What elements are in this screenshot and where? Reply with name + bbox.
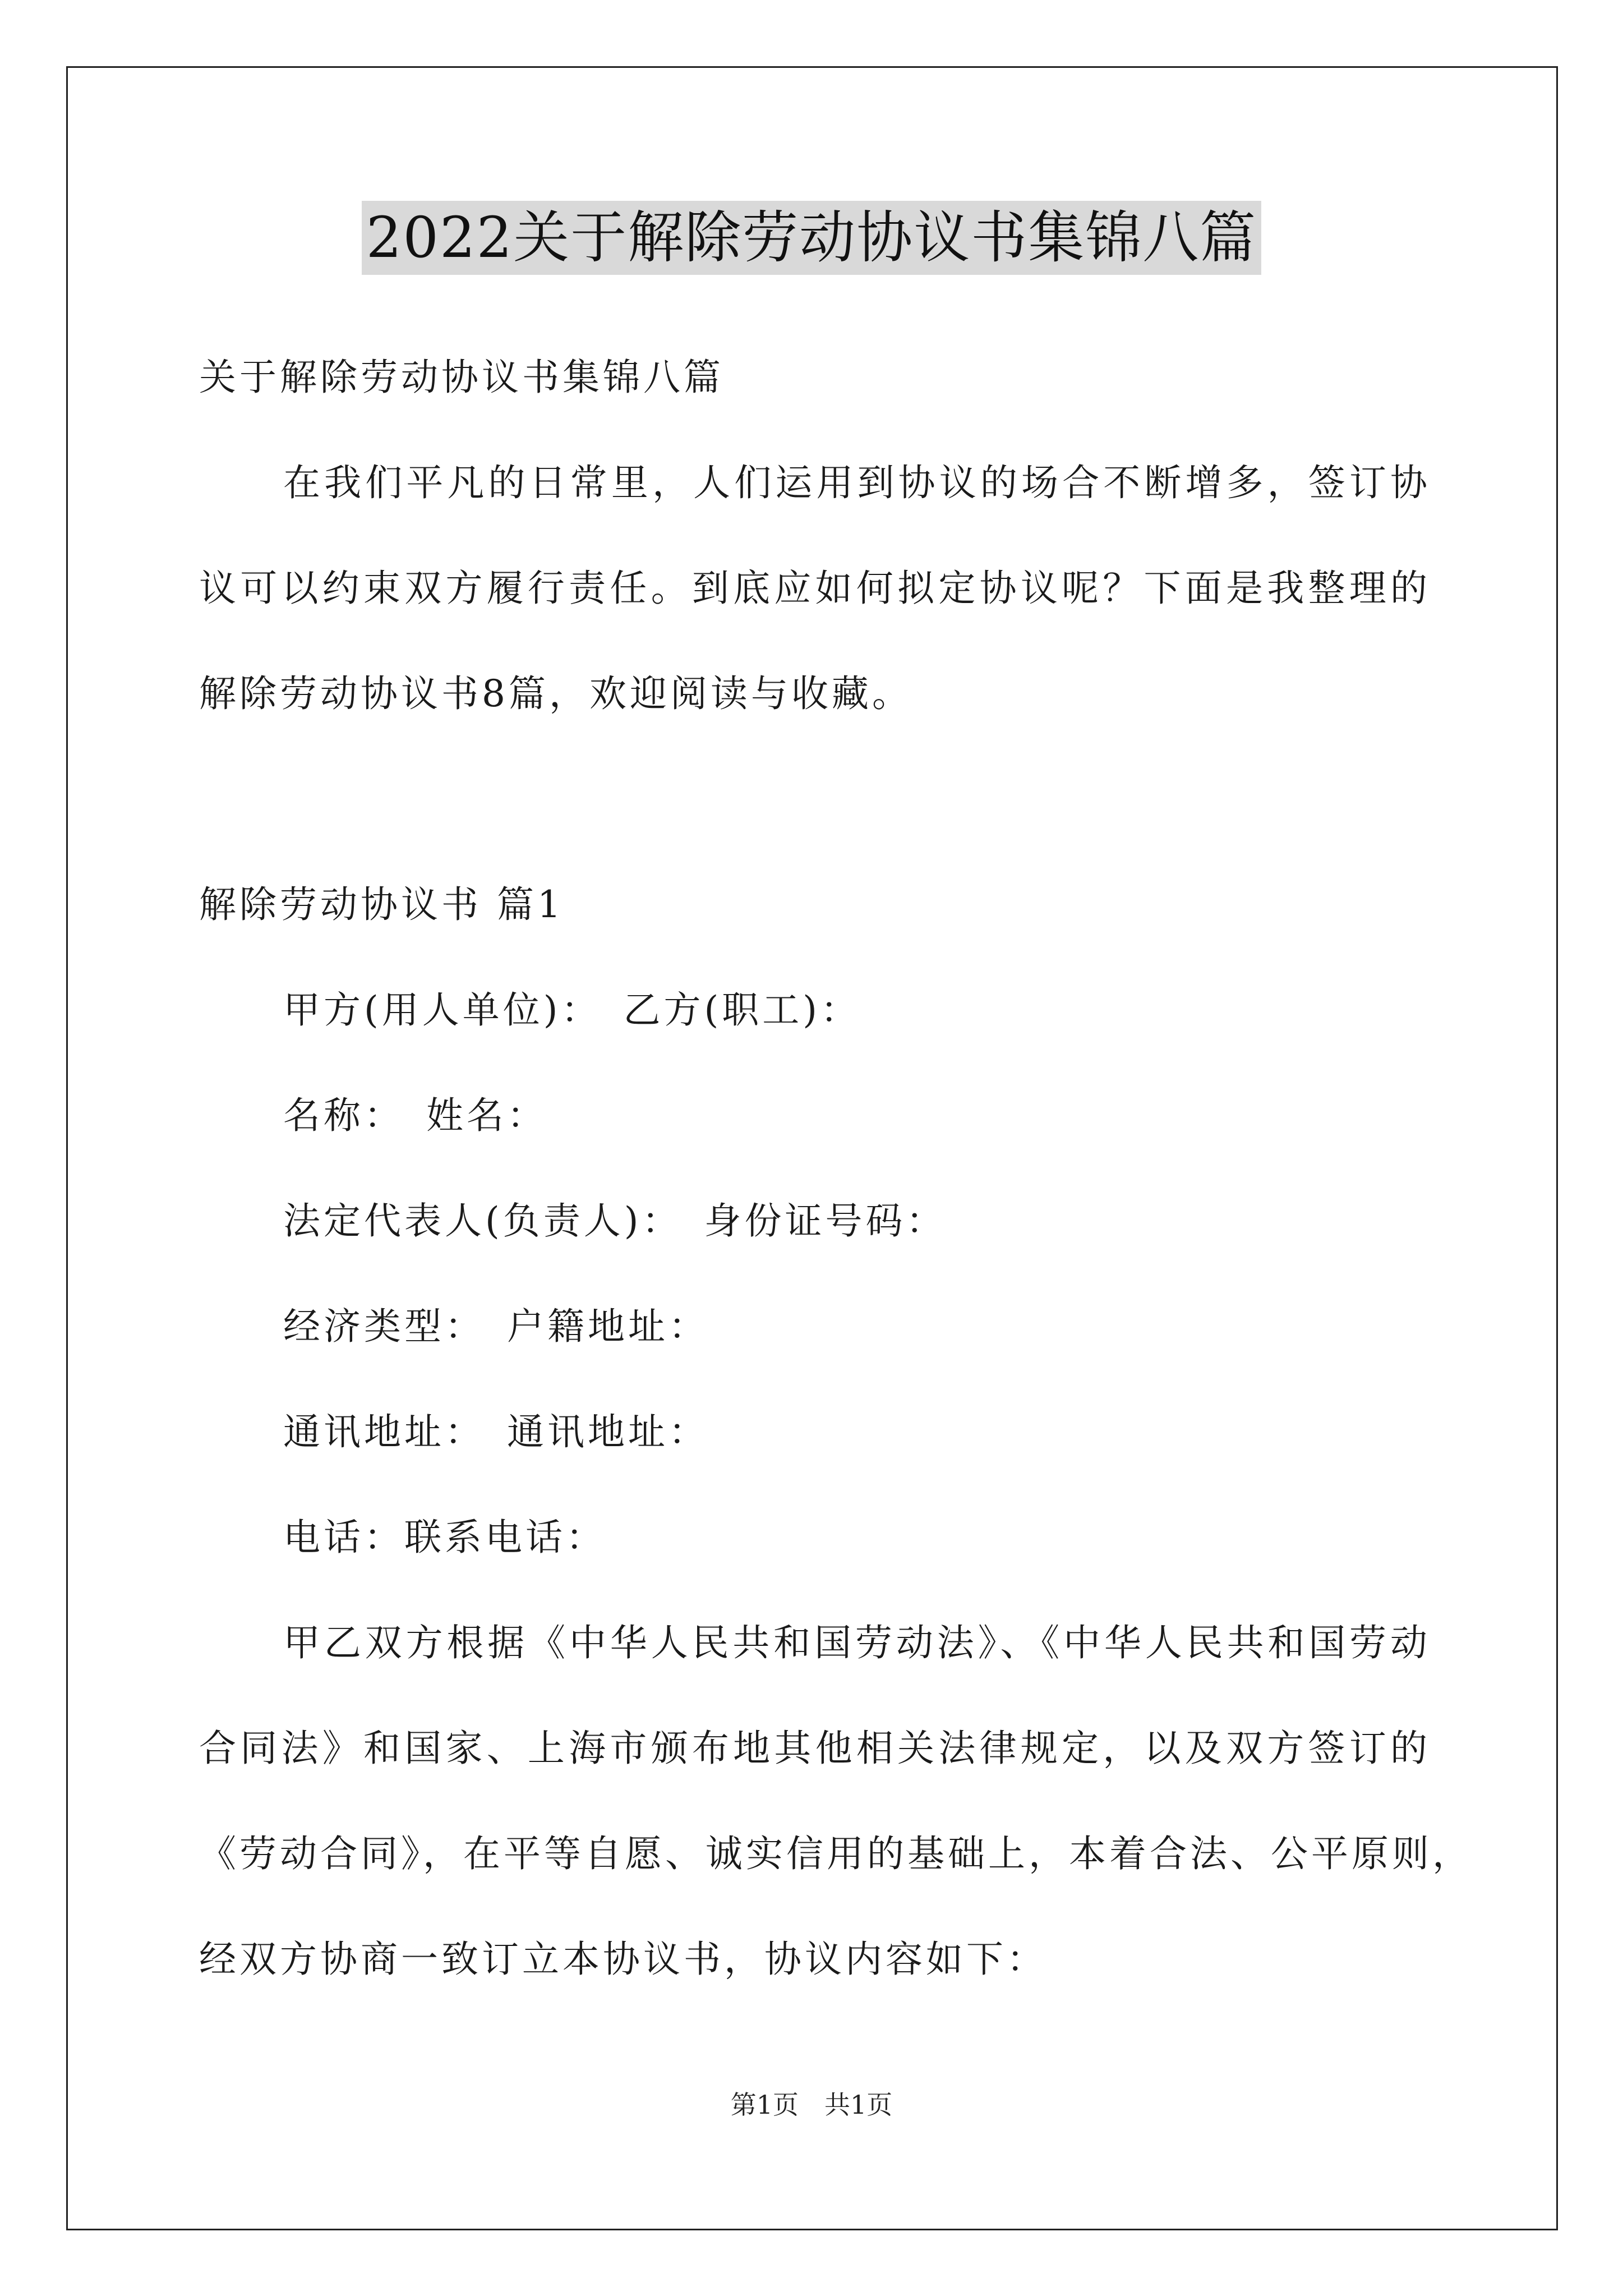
body-line: 《劳动合同》，在平等自愿、诚实信用的基础上，本着合法、公平原则， bbox=[199, 1832, 1473, 1875]
page-footer: 第1页 共1页 bbox=[730, 2090, 893, 2120]
field-line: 法定代表人(负责人)： 身份证号码： bbox=[283, 1199, 947, 1243]
field-line: 经济类型： 户籍地址： bbox=[283, 1305, 709, 1348]
spacer bbox=[199, 757, 1431, 863]
document-body bbox=[199, 335, 1473, 2023]
field-line: 名称： 姓名： bbox=[283, 1094, 547, 1137]
intro-line: 议可以约束双方履行责任。到底应如何拟定协议呢？下面是我整理的 bbox=[199, 567, 1431, 610]
field-line: 电话：联系电话： bbox=[283, 1516, 606, 1559]
document-title: 2022关于解除劳动协议书集锦八篇 bbox=[362, 201, 1262, 275]
field-line: 通讯地址： 通讯地址： bbox=[283, 1410, 709, 1453]
document-subtitle: 关于解除劳动协议书集锦八篇 bbox=[199, 356, 724, 399]
section-heading: 解除劳动协议书 篇1 bbox=[199, 883, 564, 926]
field-line: 甲方(用人单位)： 乙方(职工)： bbox=[283, 988, 861, 1032]
body-line: 甲乙双方根据《中华人民共和国劳动法》、《中华人民共和国劳动 bbox=[283, 1621, 1431, 1664]
title-container bbox=[0, 201, 1623, 275]
intro-line: 在我们平凡的日常里，人们运用到协议的场合不断增多，签订协 bbox=[283, 461, 1431, 504]
body-line: 经双方协商一致订立本协议书，协议内容如下： bbox=[199, 1938, 1047, 1981]
intro-line: 解除劳动协议书8篇，欢迎阅读与收藏。 bbox=[199, 672, 912, 715]
body-line: 合同法》和国家、上海市颁布地其他相关法律规定，以及双方签订的 bbox=[199, 1727, 1431, 1770]
